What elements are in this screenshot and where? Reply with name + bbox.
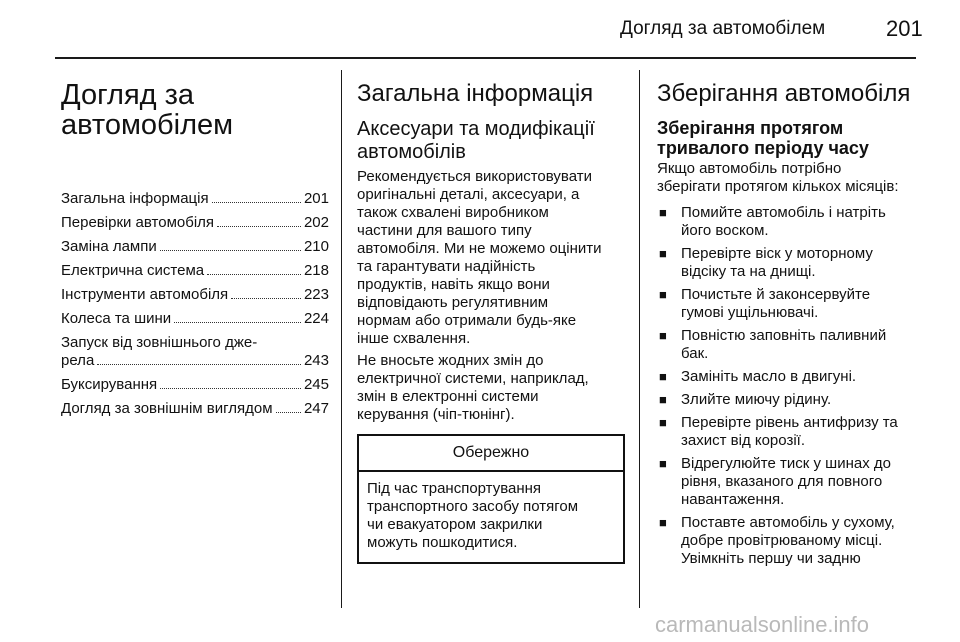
toc-entry-label: Заміна лампи	[61, 238, 157, 255]
toc-entry-label: Перевірки автомобіля	[61, 214, 215, 231]
text-line: навантаження.	[681, 491, 785, 508]
list-item	[657, 455, 919, 509]
toc-entry-page: 247	[303, 400, 329, 417]
text-line: бак.	[681, 345, 709, 362]
toc-leader	[160, 388, 301, 389]
text-line: відповідають регулятивним	[357, 294, 549, 311]
toc-entry-label: Інструменти автомобіля	[61, 286, 229, 303]
toc-entry-page: 201	[303, 190, 329, 207]
toc-entry-page: 202	[303, 214, 329, 231]
warning-box	[357, 434, 625, 564]
list-item	[657, 286, 919, 322]
text-line: нормам або отримали будь-яке	[357, 312, 577, 329]
toc-leader	[174, 322, 301, 323]
toc-entry[interactable]	[61, 190, 329, 208]
paragraph	[357, 352, 627, 424]
warning-text	[359, 472, 623, 562]
subsection-heading-line: Аксесуари та модифікації	[357, 118, 595, 140]
subsection-heading	[357, 118, 627, 164]
text-line: рівня, вказаного для повного	[681, 473, 883, 490]
bullet-square-icon: ■	[659, 205, 667, 220]
toc-entry-label: Запуск від зовнішнього дже-	[61, 334, 258, 351]
toc-entry-label: Колеса та шини	[61, 310, 172, 327]
text-line: Замініть масло в двигуні.	[681, 368, 857, 385]
toc-entry[interactable]	[61, 334, 329, 370]
bullet-square-icon: ■	[659, 287, 667, 302]
watermark: carmanualsonline.info	[655, 612, 870, 637]
text-line: Увімкніть першу чи задню	[681, 550, 861, 567]
text-line: Злийте миючу рідину.	[681, 391, 832, 408]
page-number: 201	[886, 16, 923, 41]
text-line: електричної системи, наприклад,	[357, 370, 589, 387]
bullet-square-icon: ■	[659, 515, 667, 530]
toc-leader	[276, 412, 301, 413]
paragraph	[357, 168, 627, 348]
subsection-heading-line: Зберігання протягом	[657, 118, 844, 138]
bullet-square-icon: ■	[659, 415, 667, 430]
chapter-contents	[61, 74, 329, 424]
toc-entry-page: 224	[303, 310, 329, 327]
general-info-section	[357, 74, 627, 564]
toc-entry-label: Догляд за зовнішнім виглядом	[61, 400, 273, 417]
list-item	[657, 414, 919, 450]
text-line: автомобіля. Ми не можемо оцінити	[357, 240, 602, 257]
chapter-title-line: Догляд за	[61, 79, 195, 111]
text-line: гумові ущільнювачі.	[681, 304, 819, 321]
toc-entry[interactable]	[61, 400, 329, 418]
text-line: також схвалені виробником	[357, 204, 549, 221]
toc-entry[interactable]	[61, 262, 329, 280]
text-line: Рекомендується використовувати	[357, 168, 592, 185]
toc-entry-page: 243	[303, 352, 329, 369]
text-line: Помийте автомобіль і натріть	[681, 204, 886, 221]
text-line: Поставте автомобіль у сухому,	[681, 514, 895, 531]
toc-entry-page: 218	[303, 262, 329, 279]
bullet-square-icon: ■	[659, 456, 667, 471]
text-line: чи евакуатором закрилки	[367, 516, 543, 533]
text-line: та гарантувати надійність	[357, 258, 536, 275]
subsection-heading-line: автомобілів	[357, 141, 466, 163]
toc-entry[interactable]	[61, 238, 329, 256]
text-line: Перевірте рівень антифризу та	[681, 414, 898, 431]
chapter-title-line: автомобілем	[61, 109, 234, 141]
bullet-square-icon: ■	[659, 246, 667, 261]
column-divider-1	[341, 70, 342, 608]
text-line: зберігати протягом кількох місяців:	[657, 178, 899, 195]
text-line: Повністю заповніть паливний	[681, 327, 887, 344]
text-line: Перевірте віск у моторному	[681, 245, 873, 262]
toc-leader	[217, 226, 301, 227]
toc-leader	[160, 250, 301, 251]
toc-leader	[231, 298, 301, 299]
text-line: його воском.	[681, 222, 769, 239]
warning-title: Обережно	[359, 436, 623, 472]
bullet-square-icon: ■	[659, 328, 667, 343]
list-item	[657, 245, 919, 281]
paragraph	[657, 160, 919, 196]
text-line: змін в електронні системи	[357, 388, 539, 405]
text-line: відсіку та на днищі.	[681, 263, 816, 280]
toc-entry-page: 210	[303, 238, 329, 255]
text-line: можуть пошкодитися.	[367, 534, 518, 551]
text-line: інше схвалення.	[357, 330, 471, 347]
subsection-heading	[657, 118, 919, 158]
toc-entry[interactable]	[61, 286, 329, 304]
toc-entry-label: Електрична система	[61, 262, 205, 279]
list-item	[657, 327, 919, 363]
section-heading: Загальна інформація	[357, 80, 594, 107]
toc-entry-label: Загальна інформація	[61, 190, 209, 207]
text-line: добре провітрюваному місці.	[681, 532, 883, 549]
toc-entry-label: Буксирування	[61, 376, 158, 393]
text-line: керування (чіп-тюнінг).	[357, 406, 515, 423]
toc-entry[interactable]	[61, 310, 329, 328]
section-heading: Зберігання автомобіля	[657, 80, 911, 107]
text-line: оригінальні деталі, аксесуари, а	[357, 186, 580, 203]
text-line: Відрегулюйте тиск у шинах до	[681, 455, 891, 472]
toc-leader	[212, 202, 301, 203]
bullet-square-icon: ■	[659, 369, 667, 384]
toc-leader	[207, 274, 301, 275]
text-line: Якщо автомобіль потрібно	[657, 160, 842, 177]
storage-section	[657, 74, 919, 573]
list-item	[657, 391, 919, 409]
toc-entry-label: рела	[61, 352, 95, 369]
text-line: захист від корозії.	[681, 432, 805, 449]
text-line: Почистьте й законсервуйте	[681, 286, 871, 303]
list-item	[657, 368, 919, 386]
text-line: Під час транспортування	[367, 480, 542, 497]
toc-entry[interactable]	[61, 214, 329, 232]
chapter-title	[61, 80, 329, 140]
running-header-title: Догляд за автомобілем	[620, 18, 826, 39]
subsection-heading-line: тривалого періоду часу	[657, 138, 869, 158]
bullet-square-icon: ■	[659, 392, 667, 407]
text-line: транспортного засобу потягом	[367, 498, 579, 515]
toc-entry-page: 245	[303, 376, 329, 393]
header-divider	[55, 57, 916, 59]
text-line: продуктів, навіть якщо вони	[357, 276, 550, 293]
text-line: Не вносьте жодних змін до	[357, 352, 544, 369]
text-line: частини для вашого типу	[357, 222, 532, 239]
toc-entry-page: 223	[303, 286, 329, 303]
toc-entry[interactable]	[61, 376, 329, 394]
list-item	[657, 514, 919, 568]
toc-leader	[97, 364, 301, 365]
column-divider-2	[639, 70, 640, 608]
list-item	[657, 204, 919, 240]
